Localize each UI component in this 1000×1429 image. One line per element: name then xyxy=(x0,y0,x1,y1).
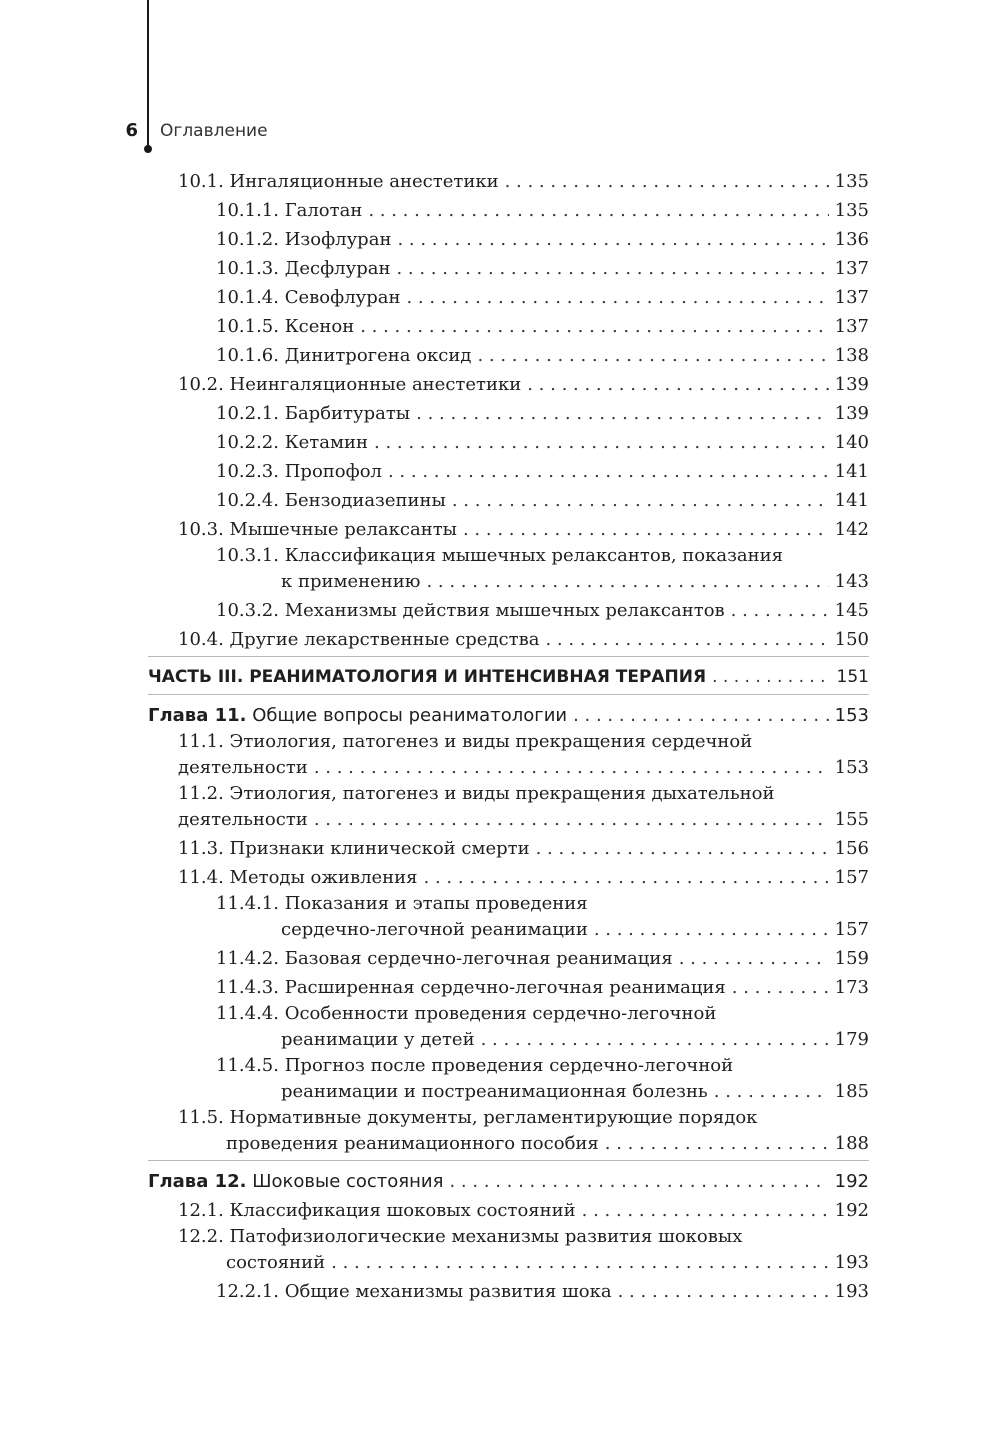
toc-entry-number: 10.3.2. xyxy=(216,600,279,621)
toc-entry-number: 10.1.4. xyxy=(216,287,279,308)
leader-dots xyxy=(477,341,828,370)
toc-entry-number: 10.1.2. xyxy=(216,229,279,250)
toc-entry-number: 10.1.3. xyxy=(216,258,279,279)
toc-entry[interactable] xyxy=(216,1277,869,1306)
leader-dots xyxy=(368,196,828,225)
toc-entry-title: Классификация шоковых состояний xyxy=(229,1200,576,1221)
leader-dots xyxy=(731,596,829,625)
toc-entry-page: 193 xyxy=(834,1252,869,1273)
leader-dots xyxy=(536,834,829,863)
toc-entry-number: 10.1.1. xyxy=(216,200,279,221)
toc-entry-page: 153 xyxy=(834,757,869,778)
leader-dots xyxy=(714,1078,829,1106)
leader-dots xyxy=(426,568,828,596)
toc-entry-title-line2: проведения реанимационного пособия xyxy=(226,1133,599,1154)
toc-entry-title-line2: реанимации и постреанимационная болезнь xyxy=(281,1081,708,1102)
toc-entry[interactable] xyxy=(178,782,869,834)
running-title: Оглавление xyxy=(160,121,268,141)
leader-dots xyxy=(406,283,828,312)
toc-entry-page: 141 xyxy=(834,490,869,511)
toc-entry-title: Барбитураты xyxy=(284,403,411,424)
toc-entry-page: 135 xyxy=(834,200,869,221)
toc-entry-number: 10.1.5. xyxy=(216,316,279,337)
toc-entry-page: 137 xyxy=(834,316,869,337)
toc-entry-title: Признаки клинической смерти xyxy=(229,838,530,859)
toc-entry[interactable] xyxy=(178,515,869,544)
leader-dots xyxy=(605,1130,829,1158)
section-divider xyxy=(148,694,869,695)
toc-entry-title-line1: Этиология, патогенез и виды прекращения сердечной xyxy=(229,731,753,752)
toc-entry-page: 136 xyxy=(834,229,869,250)
toc-entry-number: 10.1.6. xyxy=(216,345,279,366)
leader-dots xyxy=(679,944,829,973)
toc-entry-page: 141 xyxy=(834,461,869,482)
toc-entry-number: 10.4. xyxy=(178,629,224,650)
toc-chapter-entry[interactable] xyxy=(148,701,869,730)
toc-entry[interactable] xyxy=(178,863,869,892)
toc-entry-title-line2: деятельности xyxy=(178,757,308,778)
toc-entry-page: 185 xyxy=(834,1081,869,1102)
toc-entry-number: 11.5. xyxy=(178,1107,224,1128)
toc-entry-number: 11.4. xyxy=(178,867,224,888)
toc-entry-number: 11.4.1. xyxy=(216,893,279,914)
toc-entry-title-line2: сердечно-легочной реанимации xyxy=(281,919,588,940)
table-of-contents xyxy=(0,167,1000,1306)
leader-dots xyxy=(582,1196,829,1225)
toc-entry-page: 188 xyxy=(834,1133,869,1154)
toc-entry[interactable] xyxy=(216,973,869,1002)
toc-entry[interactable] xyxy=(216,457,869,486)
toc-entry[interactable] xyxy=(216,399,869,428)
toc-entry-number: 11.1. xyxy=(178,731,224,752)
toc-entry-title-line1: Особенности проведения сердечно-легочной xyxy=(284,1003,717,1024)
toc-entry-number: 10.2.4. xyxy=(216,490,279,511)
toc-entry-title: Другие лекарственные средства xyxy=(229,629,540,650)
leader-dots xyxy=(463,515,829,544)
toc-entry-number: 10.2.3. xyxy=(216,461,279,482)
toc-entry-number: 10.2. xyxy=(178,374,224,395)
toc-entry-number: 11.4.3. xyxy=(216,977,279,998)
toc-entry-title: Методы оживления xyxy=(229,867,418,888)
toc-entry-page: 137 xyxy=(834,287,869,308)
toc-entry[interactable] xyxy=(216,428,869,457)
toc-entry-title: Севофлуран xyxy=(284,287,401,308)
margin-rule-dot xyxy=(144,145,152,153)
toc-entry-title-line2: деятельности xyxy=(178,809,308,830)
toc-entry-title: Неингаляционные анестетики xyxy=(229,374,522,395)
toc-entry[interactable] xyxy=(216,312,869,341)
leader-dots xyxy=(360,312,828,341)
toc-entry-title-line1: Этиология, патогенез и виды прекращения дыхательной xyxy=(229,783,775,804)
toc-entry-title: Ингаляционные анестетики xyxy=(229,171,499,192)
leader-dots xyxy=(594,916,829,944)
toc-entry-page: 151 xyxy=(836,667,869,687)
toc-entry-title: Галотан xyxy=(284,200,363,221)
toc-entry-number: 11.4.4. xyxy=(216,1003,279,1024)
toc-entry-page: 173 xyxy=(834,977,869,998)
chapter-title: Общие вопросы реаниматологии xyxy=(252,705,568,726)
leader-dots xyxy=(416,399,829,428)
toc-entry-page: 157 xyxy=(834,919,869,940)
toc-entry[interactable] xyxy=(216,1002,869,1054)
leader-dots xyxy=(573,701,829,730)
toc-entry[interactable] xyxy=(216,254,869,283)
page-number: 6 xyxy=(125,120,138,141)
toc-entry[interactable] xyxy=(178,730,869,782)
leader-dots xyxy=(314,754,829,782)
toc-entry-title: Пропофол xyxy=(284,461,382,482)
toc-entry[interactable] xyxy=(216,283,869,312)
leader-dots xyxy=(449,1167,828,1196)
toc-entry[interactable] xyxy=(216,341,869,370)
toc-entry-number: 11.3. xyxy=(178,838,224,859)
toc-entry-page: 137 xyxy=(834,258,869,279)
toc-entry[interactable] xyxy=(216,1054,869,1106)
chapter-title: Шоковые состояния xyxy=(252,1171,444,1192)
leader-dots xyxy=(481,1026,829,1054)
toc-entry-title-line2: к применению xyxy=(281,571,421,592)
leader-dots xyxy=(505,167,829,196)
toc-entry-page: 150 xyxy=(834,629,869,650)
toc-entry-title-line2: состояний xyxy=(226,1252,326,1273)
toc-entry-title: Ксенон xyxy=(284,316,355,337)
toc-entry-title-line1: Патофизиологические механизмы развития шоковых xyxy=(229,1226,743,1247)
toc-entry-number: 10.3.1. xyxy=(216,545,279,566)
toc-entry-title: Механизмы действия мышечных релаксантов xyxy=(284,600,725,621)
toc-entry[interactable] xyxy=(178,625,869,654)
toc-entry-page: 155 xyxy=(834,809,869,830)
leader-dots xyxy=(424,863,829,892)
toc-entry-page: 193 xyxy=(834,1281,869,1302)
toc-entry-page: 153 xyxy=(834,705,869,726)
toc-entry-title: Бензодиазепины xyxy=(284,490,446,511)
toc-entry-title: Базовая сердечно-легочная реанимация xyxy=(284,948,673,969)
leader-dots xyxy=(527,370,828,399)
toc-entry-number: 10.2.1. xyxy=(216,403,279,424)
leader-dots xyxy=(374,428,829,457)
leader-dots xyxy=(388,457,829,486)
toc-entry-number: 12.2.1. xyxy=(216,1281,279,1302)
toc-entry-page: 145 xyxy=(834,600,869,621)
toc-entry-title: Общие механизмы развития шока xyxy=(284,1281,612,1302)
leader-dots xyxy=(331,1249,829,1277)
toc-entry[interactable] xyxy=(178,1196,869,1225)
toc-entry-title: Изофлуран xyxy=(284,229,392,250)
toc-chapter-entry[interactable] xyxy=(148,1167,869,1196)
toc-part-title: ЧАСТЬ III. РЕАНИМАТОЛОГИЯ И ИНТЕНСИВНАЯ ТЕРАПИЯ xyxy=(148,667,707,687)
toc-entry[interactable] xyxy=(178,167,869,196)
toc-entry-number: 10.1. xyxy=(178,171,224,192)
leader-dots xyxy=(396,254,828,283)
toc-entry[interactable] xyxy=(178,370,869,399)
toc-entry-number: 11.4.5. xyxy=(216,1055,279,1076)
toc-entry-page: 192 xyxy=(834,1171,869,1192)
toc-entry-number: 11.2. xyxy=(178,783,224,804)
toc-entry-page: 140 xyxy=(834,432,869,453)
toc-entry-page: 142 xyxy=(834,519,869,540)
toc-entry-page: 156 xyxy=(834,838,869,859)
section-divider xyxy=(148,1160,869,1161)
toc-entry-number: 11.4.2. xyxy=(216,948,279,969)
toc-entry-page: 143 xyxy=(834,571,869,592)
toc-entry-page: 138 xyxy=(834,345,869,366)
toc-entry-number: 12.1. xyxy=(178,1200,224,1221)
toc-entry-title-line1: Нормативные документы, регламентирующие порядок xyxy=(229,1107,758,1128)
toc-entry-number: 10.3. xyxy=(178,519,224,540)
toc-entry-title: Кетамин xyxy=(284,432,368,453)
toc-entry-page: 135 xyxy=(834,171,869,192)
toc-entry-page: 159 xyxy=(834,948,869,969)
toc-entry-page: 179 xyxy=(834,1029,869,1050)
toc-entry[interactable] xyxy=(178,1106,869,1158)
leader-dots xyxy=(618,1277,829,1306)
leader-dots xyxy=(712,663,830,692)
toc-entry-number: 10.2.2. xyxy=(216,432,279,453)
toc-entry[interactable] xyxy=(178,1225,869,1277)
leader-dots xyxy=(732,973,829,1002)
toc-entry-title: Мышечные релаксанты xyxy=(229,519,457,540)
leader-dots xyxy=(397,225,828,254)
toc-entry-title: Десфлуран xyxy=(284,258,391,279)
toc-entry-title-line1: Показания и этапы проведения xyxy=(284,893,588,914)
leader-dots xyxy=(314,806,829,834)
toc-entry-title: Динитрогена оксид xyxy=(284,345,472,366)
toc-part-entry[interactable] xyxy=(148,663,869,692)
leader-dots xyxy=(452,486,829,515)
toc-entry-page: 157 xyxy=(834,867,869,888)
toc-entry-title: Расширенная сердечно-легочная реанимация xyxy=(284,977,726,998)
toc-entry-page: 139 xyxy=(834,403,869,424)
chapter-label: Глава 12. xyxy=(148,1171,247,1192)
toc-entry[interactable] xyxy=(216,892,869,944)
chapter-label: Глава 11. xyxy=(148,705,247,726)
toc-entry[interactable] xyxy=(216,596,869,625)
toc-entry-title-line1: Классификация мышечных релаксантов, показания xyxy=(284,545,783,566)
toc-entry-page: 139 xyxy=(834,374,869,395)
toc-entry-page: 192 xyxy=(834,1200,869,1221)
toc-entry[interactable] xyxy=(216,544,869,596)
toc-entry-title-line2: реанимации у детей xyxy=(281,1029,475,1050)
margin-rule xyxy=(147,0,149,148)
toc-entry[interactable] xyxy=(216,944,869,973)
toc-entry[interactable] xyxy=(216,486,869,515)
toc-entry[interactable] xyxy=(216,225,869,254)
section-divider xyxy=(148,656,869,657)
leader-dots xyxy=(545,625,828,654)
toc-entry-number: 12.2. xyxy=(178,1226,224,1247)
toc-entry-title-line1: Прогноз после проведения сердечно-легочной xyxy=(284,1055,734,1076)
toc-entry[interactable] xyxy=(178,834,869,863)
toc-entry[interactable] xyxy=(216,196,869,225)
